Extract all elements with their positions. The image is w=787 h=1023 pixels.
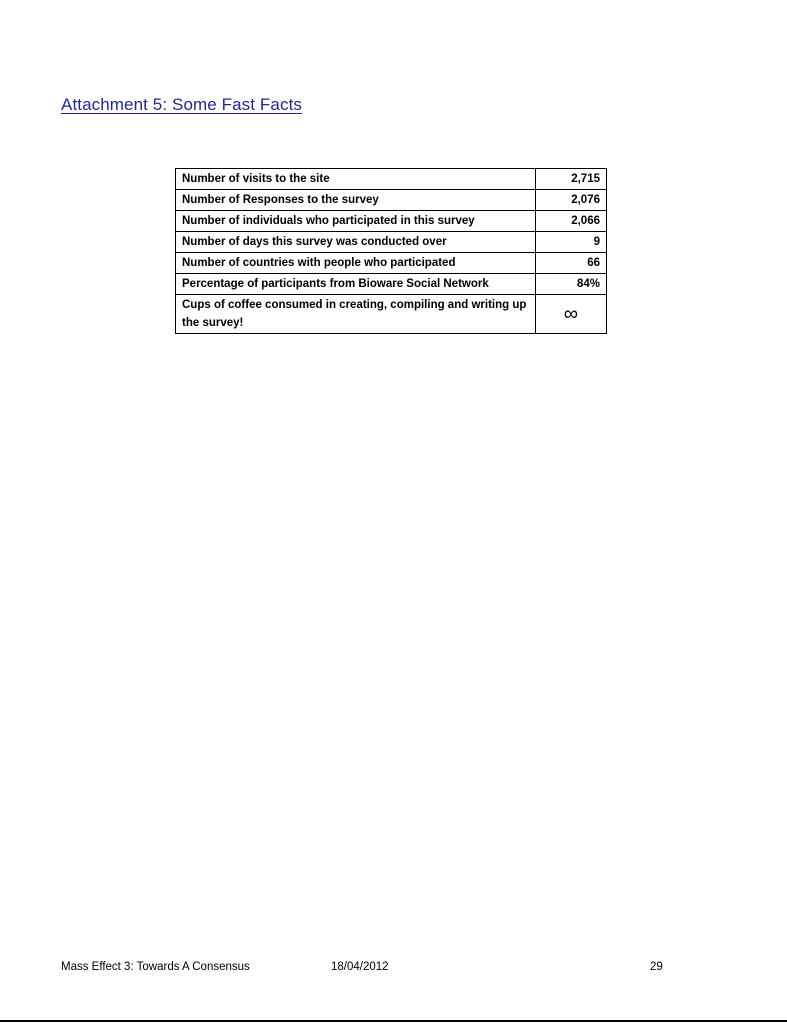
fact-label: Number of visits to the site bbox=[176, 169, 536, 190]
bottom-divider bbox=[0, 1020, 787, 1022]
fact-label: Number of individuals who participated in this survey bbox=[176, 211, 536, 232]
table-row bbox=[176, 253, 607, 274]
table-row bbox=[176, 232, 607, 253]
fact-value: 84% bbox=[535, 274, 606, 295]
page-heading: Attachment 5: Some Fast Facts bbox=[61, 95, 302, 114]
table-row bbox=[176, 274, 607, 295]
fast-facts-table bbox=[175, 168, 607, 334]
footer-date: 18/04/2012 bbox=[331, 961, 389, 973]
fact-value: 66 bbox=[535, 253, 606, 274]
footer-page-number: 29 bbox=[650, 961, 663, 973]
table-row bbox=[176, 190, 607, 211]
fact-label: Percentage of participants from Bioware Social Network bbox=[176, 274, 536, 295]
fact-label: Number of days this survey was conducted over bbox=[176, 232, 536, 253]
footer-document-title: Mass Effect 3: Towards A Consensus bbox=[61, 961, 250, 973]
fact-value: 2,066 bbox=[535, 211, 606, 232]
table-row bbox=[176, 295, 607, 334]
fact-label: Number of Responses to the survey bbox=[176, 190, 536, 211]
fact-value: 2,076 bbox=[535, 190, 606, 211]
fact-value: 9 bbox=[535, 232, 606, 253]
table-row bbox=[176, 211, 607, 232]
infinity-symbol: ∞ bbox=[535, 295, 606, 334]
fact-label: Number of countries with people who participated bbox=[176, 253, 536, 274]
fact-value: 2,715 bbox=[535, 169, 606, 190]
fact-label: Cups of coffee consumed in creating, compiling and writing up the survey! bbox=[176, 295, 536, 334]
table-row bbox=[176, 169, 607, 190]
